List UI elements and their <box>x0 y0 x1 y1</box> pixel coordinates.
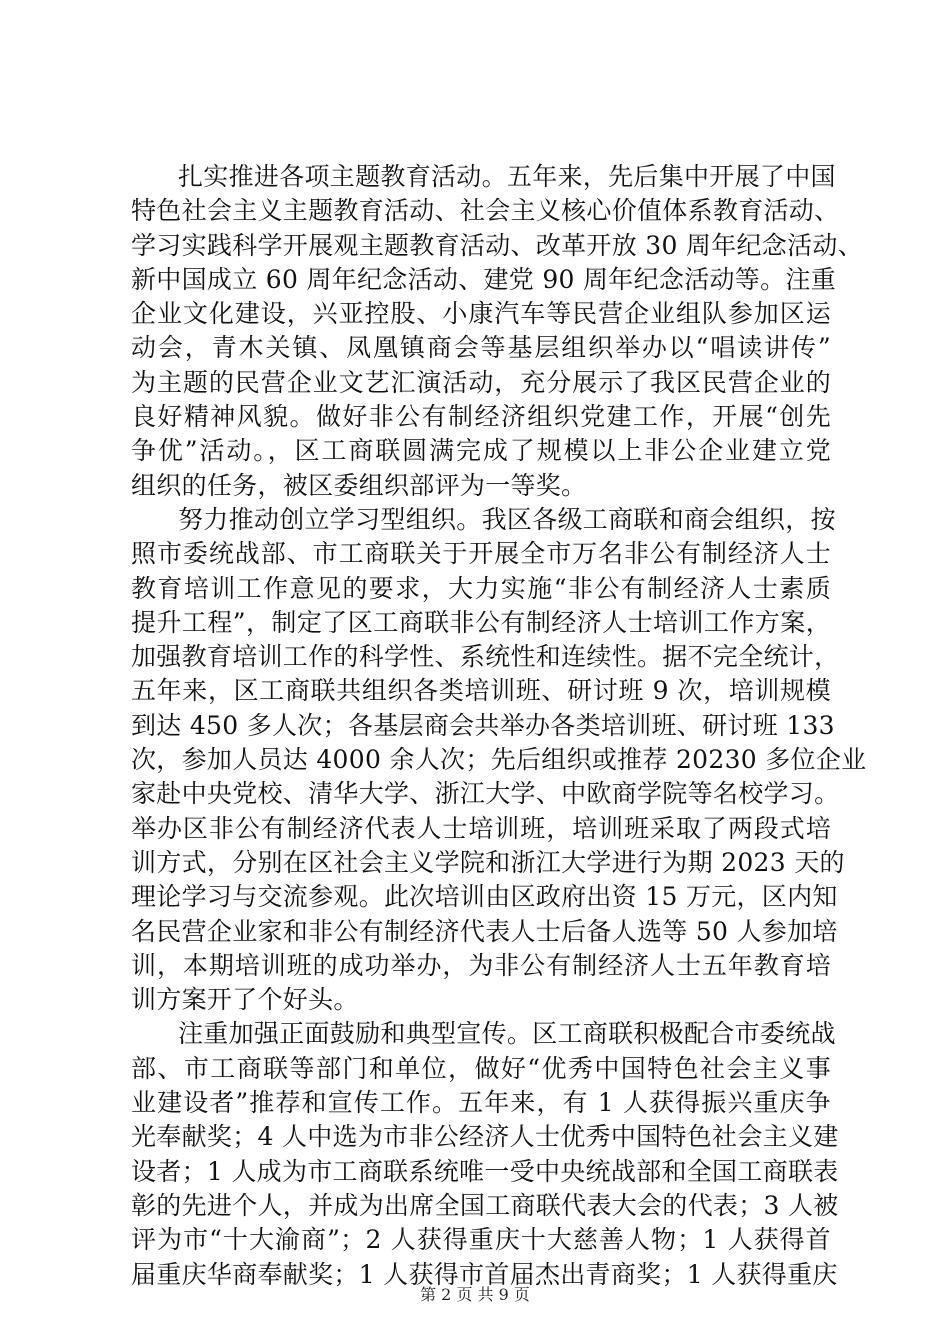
paragraph-line: 学习实践科学开展观主题教育活动、改革开放 30 周年纪念活动、 <box>131 230 864 260</box>
paragraph-line: 争优”活动。，区工商联圆满完成了规模以上非公企业建立党 <box>131 436 831 466</box>
paragraph-line: 举办区非公有制经济代表人士培训班，培训班采取了两段式培 <box>131 813 831 843</box>
paragraph-line: 五年来，区工商联共组织各类培训班、研讨班 9 次，培训规模 <box>131 676 831 706</box>
paragraph-line: 企业文化建设，兴亚控股、小康汽车等民营企业组队参加区运 <box>131 299 831 329</box>
paragraph-line: 训方式，分别在区社会主义学院和浙江大学进行为期 2023 天的 <box>131 847 845 877</box>
body-text <box>131 160 867 1292</box>
paragraph-line: 良好精神风貌。做好非公有制经济组织党建工作，开展“创先 <box>131 402 831 432</box>
paragraph-line: 理论学习与交流参观。此次培训由区政府出资 15 万元，区内知 <box>131 882 838 912</box>
paragraph-line: 加强教育培训工作的科学性、系统性和连续性。据不完全统计， <box>131 642 840 672</box>
paragraph-line: 训方案开了个好头。 <box>131 985 359 1015</box>
page-number-footer: 第 2 页 共 9 页 <box>420 1285 530 1304</box>
paragraph-line: 动会，青木关镇、凤凰镇商会等基层组织举办以“唱读讲传” <box>131 333 831 363</box>
paragraph-line: 届重庆华商奉献奖；1 人获得市首届杰出青商奖；1 人获得重庆 <box>131 1259 838 1289</box>
paragraph-line: 到达 450 多人次；各基层商会共举办各类培训班、研讨班 133 <box>131 710 835 740</box>
paragraph-line: 设者；1 人成为市工商联系统唯一受中央统战部和全国工商联表 <box>131 1156 839 1186</box>
paragraph-line: 组织的任务，被区委组织部评为一等奖。 <box>131 470 587 500</box>
paragraph-line: 训，本期培训班的成功举办，为非公有制经济人士五年教育培 <box>131 950 831 980</box>
paragraph-line: 照市委统战部、市工商联关于开展全市万名非公有制经济人士 <box>131 539 831 569</box>
paragraph-line: 彰的先进个人，并成为出席全国工商联代表大会的代表；3 人被 <box>131 1190 839 1220</box>
paragraph-line: 次，参加人员达 4000 余人次；先后组织或推荐 20230 多位企业 <box>131 745 867 775</box>
paragraph-line: 光奉献奖；4 人中选为市非公经济人士优秀中国特色社会主义建 <box>131 1122 839 1152</box>
paragraph-line: 新中国成立 60 周年纪念活动、建党 90 周年纪念活动等。注重 <box>131 264 837 294</box>
paragraph-line: 家赴中央党校、清华大学、浙江大学、中欧商学院等名校学习。 <box>131 779 840 809</box>
paragraph-line: 教育培训工作意见的要求，大力实施“非公有制经济人士素质 <box>131 573 831 603</box>
paragraph-line: 注重加强正面鼓励和典型宣传。区工商联积极配合市委统战 <box>178 1019 836 1049</box>
paragraph-line: 努力推动创立学习型组织。我区各级工商联和商会组织，按 <box>178 504 836 534</box>
paragraph-line: 业建设者”推荐和宣传工作。五年来，有 1 人获得振兴重庆争 <box>131 1088 831 1118</box>
paragraph-line: 提升工程”，制定了区工商联非公有制经济人士培训工作方案， <box>131 607 831 637</box>
paragraph-line: 评为市“十大渝商”；2 人获得重庆十大慈善人物；1 人获得首 <box>131 1225 831 1255</box>
paragraph-line: 特色社会主义主题教育活动、社会主义核心价值体系教育活动、 <box>131 196 840 226</box>
paragraph-line: 部、市工商联等部门和单位，做好“优秀中国特色社会主义事 <box>131 1053 831 1083</box>
paragraph-line: 为主题的民营企业文艺汇演活动，充分展示了我区民营企业的 <box>131 367 831 397</box>
paragraph-line: 名民营企业家和非公有制经济代表人士后备人选等 50 人参加培 <box>131 916 838 946</box>
paragraph-line: 扎实推进各项主题教育活动。五年来，先后集中开展了中国 <box>178 162 836 191</box>
